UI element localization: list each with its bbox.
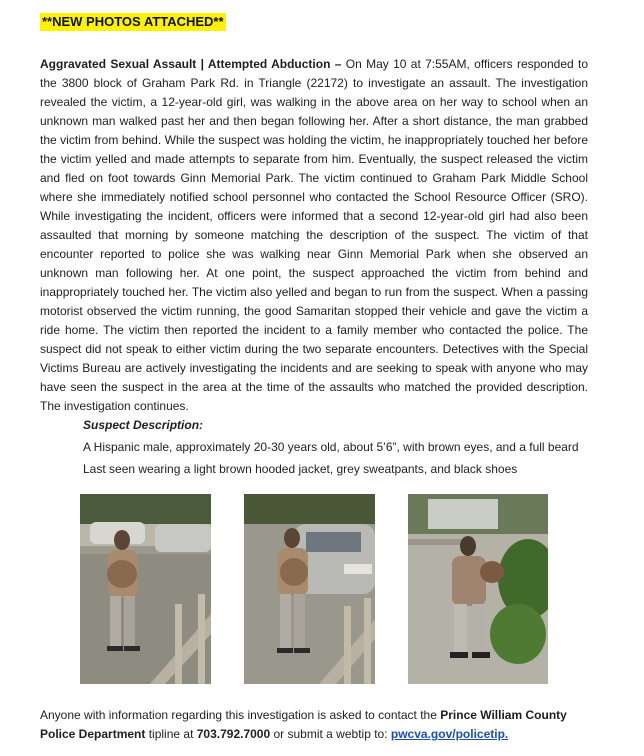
suspect-description xyxy=(83,416,603,479)
police-department-name: Prince William County Police Department xyxy=(40,708,567,741)
new-photos-banner: **NEW PHOTOS ATTACHED** xyxy=(42,14,224,29)
suspect-photo-3-image xyxy=(408,494,548,684)
suspect-photo-2-image xyxy=(244,494,375,684)
suspect-heading: Suspect Description: xyxy=(83,418,204,432)
suspect-line-1: A Hispanic male, approximately 20-30 years old, about 5’6”, with brown eyes, and a full beard xyxy=(83,440,579,454)
contact-footer xyxy=(40,706,600,744)
footer-text-3: or submit a webtip to: xyxy=(270,727,391,741)
tipline-phone: 703.792.7000 xyxy=(196,727,271,741)
footer-text-1: Anyone with information regarding this investigation is asked to contact the xyxy=(40,708,441,722)
webtip-link[interactable]: pwcva.gov/policetip. xyxy=(390,727,509,741)
suspect-photo-1 xyxy=(80,494,211,684)
footer-text-2: tipline at xyxy=(145,727,197,741)
suspect-photo-1-image xyxy=(80,494,211,684)
suspect-photo-3 xyxy=(408,494,548,684)
article-text: On May 10 at 7:55AM, officers responded to the 3800 block of Graham Park Rd. in Triangle (22172) to investigate an assault. The investigation revealed the victim, a 12-year-old girl, was walking in the above area on her way to school when an unknown man walked past her and then began following her. After a short distance, the man grabbed the victim from behind. While the suspect was holding the victim, he inappropriately touched her before the victim yelled and made attempts to separate from him. Eventually, the suspect released the victim and fled on foot towards Ginn Memorial Park. The victim continued to Graham Park Middle School where she immediately notified school personnel who contacted the School Resource Officer (SRO). While investigating the incident, officers were informed that a second 12-year-old girl had also been assaulted that morning by someone matching the description of the suspect. The victim of that encounter reported to police she was walking near Ginn Memorial Park when she observed an unknown man following her. At one point, the suspect approached the victim from behind and inappropriately touched her. The victim also yelled and began to run from the suspect. When a passing motorist observed the victim running, the good Samaritan stopped their vehicle and gave the victim a ride home. The victim then reported the incident to a family member who contacted the police. The suspect did not speak to either victim during the two separate encounters. Detectives with the Special Victims Bureau are actively investigating the incidents and are seeking to speak with anyone who may have seen the suspect in the area at the time of the assaults who matched the provided description. The investigation continues. xyxy=(40,57,589,413)
article-body xyxy=(40,55,588,416)
article-lead: Aggravated Sexual Assault | Attempted Abduction – xyxy=(40,57,342,71)
suspect-line-2: Last seen wearing a light brown hooded jacket, grey sweatpants, and black shoes xyxy=(83,462,518,476)
suspect-photo-2 xyxy=(244,494,375,684)
